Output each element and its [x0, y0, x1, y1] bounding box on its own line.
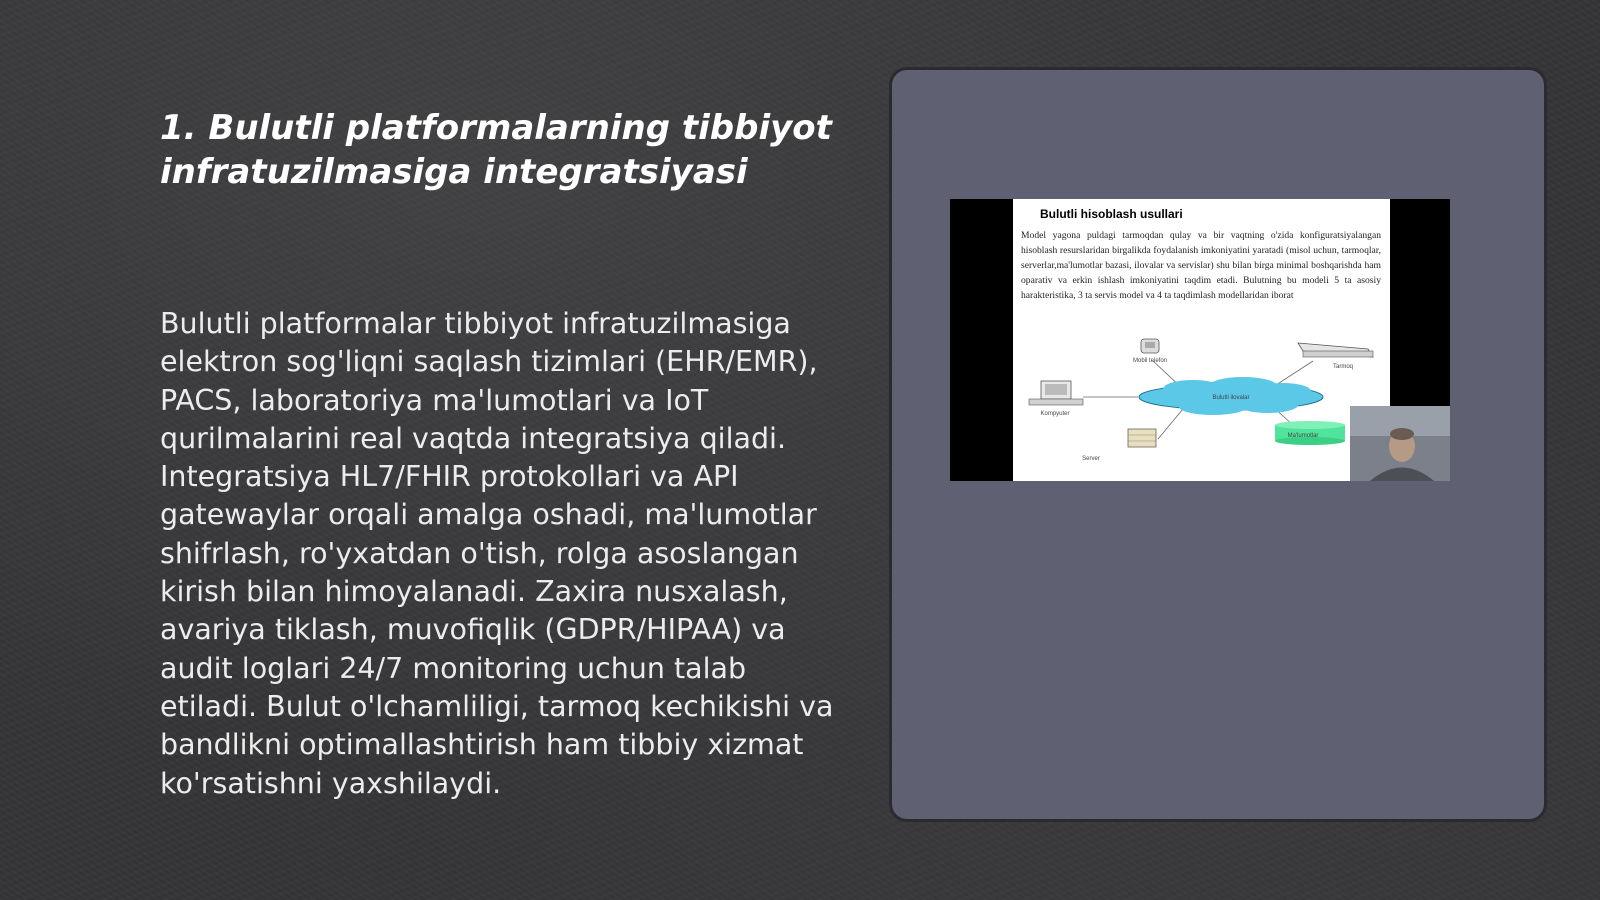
computer-icon	[1029, 381, 1083, 405]
webcam-overlay	[1350, 406, 1450, 481]
cloud-label: Bulutli ilovalar	[1212, 395, 1250, 401]
phone-icon	[1141, 339, 1159, 353]
node-label-database: Ma'lumotlar	[1287, 433, 1319, 439]
node-label-router: Tarmoq	[1332, 364, 1354, 370]
cloud-diagram	[1013, 329, 1390, 481]
slide-title: 1. Bulutli platformalarning tibbiyot infratuzilmasiga integratsiyasi	[160, 108, 832, 192]
document-heading: Bulutli hisoblash usullari	[1040, 207, 1183, 221]
router-icon	[1298, 343, 1373, 357]
server-icon	[1128, 429, 1156, 447]
document-paragraph: Model yagona puldagi tarmoqdan qulay va bir vaqtning o'zida konfiguratsiyalangan hisoblash resurslaridan birgalikda foydalanish imkoniyatini yaratadi (misol uchun, tarmoqlar, serverlar,ma'lumotlar bazasi, ilovalar va servislar) shu bilan birga minimal boshqarishda ham oparativ va erkin ishlash imkoniyatini taqdim etadi. Bulutning bu modeli 5 ta asosiy harakteristika, 3 ta servis model va 4 ta taqdimlash modellaridan iborat	[1021, 230, 1381, 301]
node-label-computer: Kompyuter	[1040, 411, 1070, 417]
node-label-server: Server	[1082, 456, 1100, 462]
person-video-icon	[1350, 406, 1450, 481]
slide-body-text: Bulutli platformalar tibbiyot infratuzilmasiga elektron sog'liqni saqlash tizimlari (EHR/EMR), PACS, laboratoriya ma'lumotlari va IoT qurilmalarini real vaqtda integratsiya qiladi. Integratsiya HL7/FHIR protokollari va API gatewaylar orqali amalga oshadi, ma'lumotlar shifrlash, ro'yxatdan o'tish, rolga asoslangan kirish bilan himoyalanadi. Zaxira nusxalash, avariya tiklash, muvofiqlik (GDPR/HIPAA) va audit loglari 24/7 monitoring uchun talab etiladi. Bulut o'lchamliligi, tarmoq kechikishi va bandlikni optimallashtirish ham tibbiy xizmat ko'rsatishni yaxshilaydi.	[160, 307, 834, 800]
embedded-screenshot	[950, 199, 1450, 481]
document-page	[1013, 199, 1390, 481]
node-label-phone: Mobil telefon	[1132, 358, 1168, 364]
